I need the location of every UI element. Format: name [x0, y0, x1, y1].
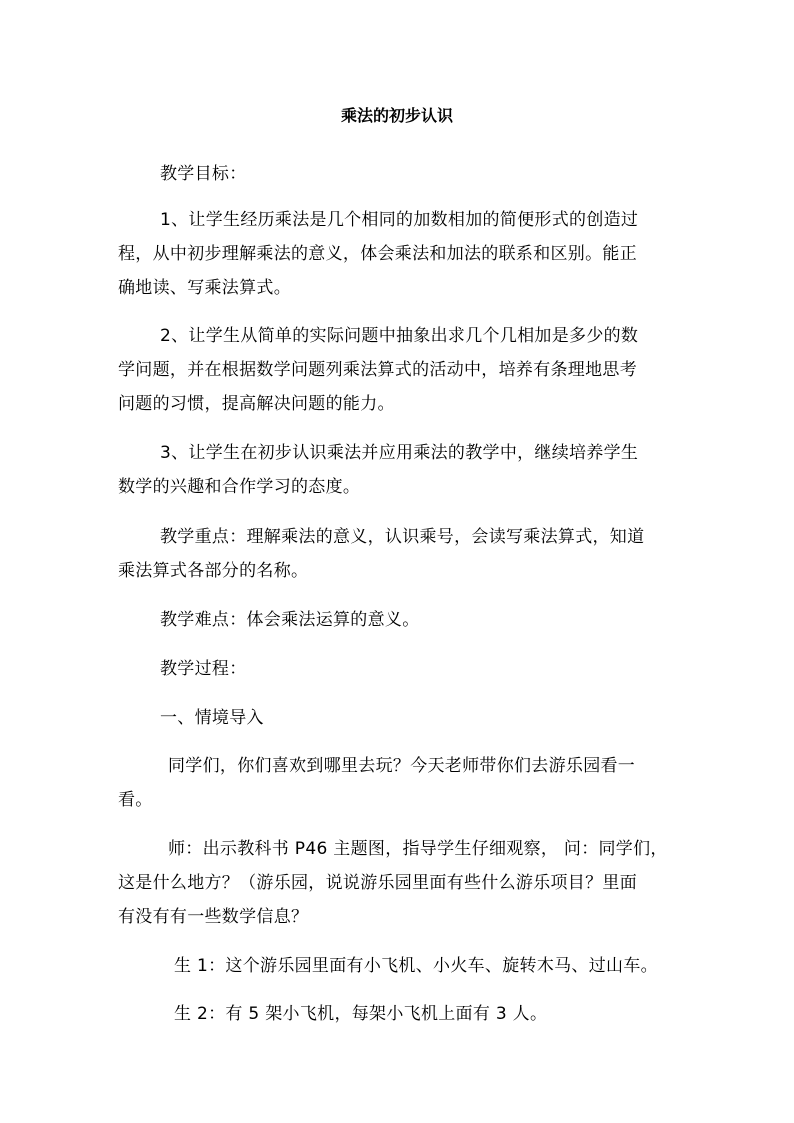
objective-2-line-3: 问题的习惯，提高解决问题的能力。: [118, 394, 395, 414]
intro-line-1: 同学们，你们喜欢到哪里去玩？今天老师带你们去游乐园看一: [168, 756, 636, 776]
difficulty-text: 教学难点：体会乘法运算的意义。: [160, 610, 420, 630]
key-points-line-2: 乘法算式各部分的名称。: [118, 561, 309, 581]
teacher-line-2: 这是什么地方？（游乐园，说说游乐园里面有些什么游乐项目？里面: [118, 873, 637, 893]
objective-3-line-1: 3、让学生在初步认识乘法并应用乘法的教学中，继续培养学生: [160, 443, 639, 463]
student-2-answer: [118, 997, 740, 1031]
difficulty: [118, 603, 726, 637]
teacher-line-3: 有没有有一些数学信息？: [118, 907, 309, 927]
objectives-heading: [118, 157, 726, 191]
teacher-paragraph: [118, 832, 684, 934]
objective-1-line-1: 1、让学生经历乘法是几个相同的加数相加的简便形式的创造过: [160, 210, 639, 230]
intro-paragraph: [118, 749, 684, 817]
objective-3-line-2: 数学的兴趣和合作学习的态度。: [118, 477, 361, 497]
objective-3: [118, 436, 684, 504]
key-points: [118, 520, 684, 588]
section-1-heading: [118, 701, 726, 735]
objective-1-line-3: 确地读、写乘法算式。: [118, 278, 291, 298]
objective-1-line-2: 程，从中初步理解乘法的意义，体会乘法和加法的联系和区别。能正: [118, 244, 637, 264]
process-heading-text: 教学过程：: [160, 659, 247, 679]
objective-1: [118, 203, 684, 305]
intro-line-2: 看。: [118, 790, 153, 810]
section-1-heading-text: 一、情境导入: [160, 708, 264, 728]
document-title: 乘法的初步认识: [340, 106, 453, 125]
key-points-line-1: 教学重点：理解乘法的意义，认识乘号，会读写乘法算式，知道: [160, 527, 645, 547]
student-1-answer: [118, 949, 740, 983]
student-2-text: 生 2：有 5 架小飞机，每架小飞机上面有 3 人。: [174, 1004, 548, 1024]
objective-2-line-2: 学问题，并在根据数学问题列乘法算式的活动中，培养有条理地思考: [118, 360, 637, 380]
teacher-line-1: 师：出示教科书 P46 主题图，指导学生仔细观察， 问：同学们，: [168, 839, 668, 859]
process-heading: [118, 652, 726, 686]
objective-2-line-1: 2、让学生从简单的实际问题中抽象出求几个几相加是多少的数: [160, 326, 639, 346]
student-1-text: 生 1：这个游乐园里面有小飞机、小火车、旋转木马、过山车。: [174, 956, 658, 976]
objective-2: [118, 319, 684, 421]
objectives-heading-text: 教学目标：: [160, 164, 247, 184]
